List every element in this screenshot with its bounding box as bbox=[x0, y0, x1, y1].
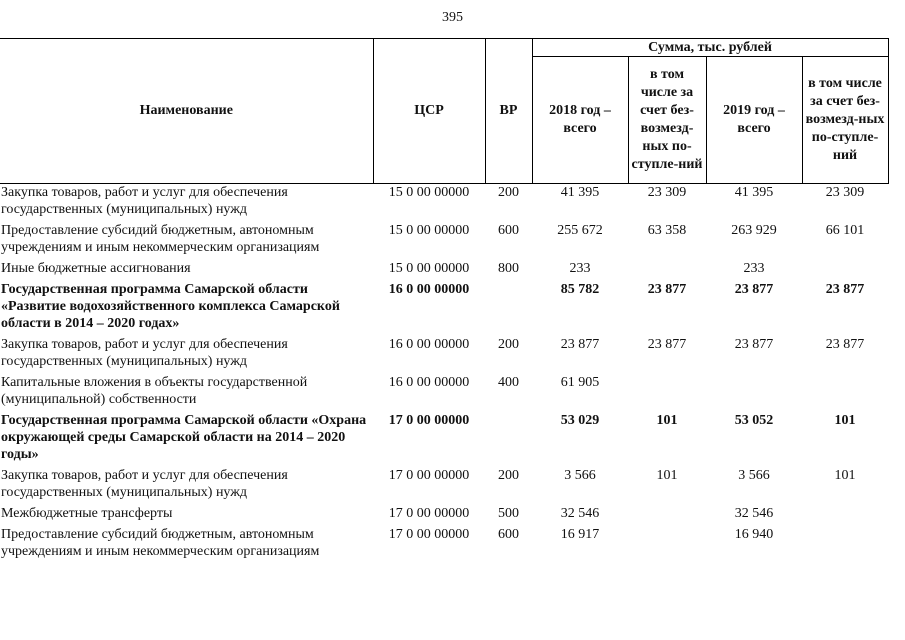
row-name: Закупка товаров, работ и услуг для обеспечения государственных (муниципальных) нужд bbox=[1, 468, 288, 500]
row-csr: 17 0 00 00000 bbox=[388, 506, 470, 521]
row-2018-free: 23 309 bbox=[647, 185, 687, 200]
row-name: Межбюджетные трансферты bbox=[1, 506, 173, 521]
row-vr: 800 bbox=[498, 261, 519, 276]
table-row bbox=[0, 505, 888, 522]
header-2019-total: 2019 год – всего bbox=[706, 57, 802, 184]
row-2018-total: 61 905 bbox=[560, 375, 600, 390]
row-vr: 600 bbox=[498, 527, 519, 542]
row-csr: 17 0 00 00000 bbox=[388, 413, 470, 428]
row-2019-total: 32 546 bbox=[734, 506, 774, 521]
page-number: 395 bbox=[442, 10, 463, 25]
row-2019-total: 16 940 bbox=[734, 527, 774, 542]
row-2018-free: 23 877 bbox=[647, 337, 687, 352]
header-name: Наименование bbox=[0, 39, 373, 184]
row-2019-total: 23 877 bbox=[734, 337, 774, 352]
row-name: Капитальные вложения в объекты государственной (муниципальной) собственности bbox=[1, 375, 308, 407]
table-row bbox=[0, 467, 888, 501]
row-2019-free: 101 bbox=[834, 413, 856, 428]
header-2018-total: 2018 год – всего bbox=[532, 57, 628, 184]
row-2018-free: 63 358 bbox=[647, 223, 687, 238]
row-name: Иные бюджетные ассигнования bbox=[1, 261, 191, 276]
row-csr: 15 0 00 00000 bbox=[388, 185, 470, 200]
row-csr: 16 0 00 00000 bbox=[388, 282, 470, 297]
row-vr: 600 bbox=[498, 223, 519, 238]
row-2019-free bbox=[802, 505, 888, 522]
row-2019-free: 66 101 bbox=[825, 223, 865, 238]
header-2019-free: в том числе за счет без-возмезд-ных по-ступле-ний bbox=[802, 57, 888, 184]
row-2018-free bbox=[628, 374, 706, 408]
table-header bbox=[0, 39, 888, 184]
row-2018-free bbox=[628, 505, 706, 522]
row-2018-free bbox=[628, 260, 706, 277]
row-2018-total: 255 672 bbox=[557, 223, 603, 238]
row-vr bbox=[485, 412, 532, 463]
row-2019-total: 233 bbox=[743, 261, 765, 276]
row-2018-total: 16 917 bbox=[560, 527, 600, 542]
row-2019-total: 3 566 bbox=[738, 468, 770, 483]
row-vr: 400 bbox=[498, 375, 519, 390]
table-body bbox=[0, 184, 888, 561]
row-name: Предоставление субсидий бюджетным, автономным учреждениям и иным некоммерческим организациям bbox=[1, 223, 320, 255]
row-2019-free: 23 877 bbox=[825, 337, 865, 352]
row-2018-free: 23 877 bbox=[647, 282, 687, 297]
table-row bbox=[0, 336, 888, 370]
row-2018-total: 23 877 bbox=[560, 337, 600, 352]
row-2018-free: 101 bbox=[656, 468, 678, 483]
row-2018-free bbox=[628, 526, 706, 560]
row-2019-total: 41 395 bbox=[734, 185, 774, 200]
row-vr: 200 bbox=[498, 185, 519, 200]
row-2018-total: 53 029 bbox=[560, 413, 600, 428]
row-csr: 16 0 00 00000 bbox=[388, 337, 470, 352]
row-vr: 500 bbox=[498, 506, 519, 521]
row-name: Закупка товаров, работ и услуг для обеспечения государственных (муниципальных) нужд bbox=[1, 185, 288, 217]
row-2019-free bbox=[802, 374, 888, 408]
row-2018-total: 32 546 bbox=[560, 506, 600, 521]
row-csr: 15 0 00 00000 bbox=[388, 261, 470, 276]
header-2018-free: в том числе за счет без-возмезд-ных по-ступле-ний bbox=[628, 57, 706, 184]
row-name: Предоставление субсидий бюджетным, автономным учреждениям и иным некоммерческим организациям bbox=[1, 527, 320, 559]
table-row bbox=[0, 374, 888, 408]
table-row bbox=[0, 412, 888, 463]
header-csr: ЦСР bbox=[373, 39, 485, 184]
row-csr: 15 0 00 00000 bbox=[388, 223, 470, 238]
row-2019-free: 101 bbox=[834, 468, 856, 483]
header-vr: ВР bbox=[485, 39, 532, 184]
row-2019-free bbox=[802, 260, 888, 277]
row-2018-total: 85 782 bbox=[560, 282, 600, 297]
row-csr: 17 0 00 00000 bbox=[388, 527, 470, 542]
row-2019-total: 53 052 bbox=[734, 413, 774, 428]
row-2019-total: 263 929 bbox=[731, 223, 777, 238]
table-row bbox=[0, 184, 888, 219]
row-2019-free bbox=[802, 526, 888, 560]
row-2019-free: 23 309 bbox=[825, 185, 865, 200]
row-name: Государственная программа Самарской области «Охрана окружающей среды Самарской области на 2014 – 2020 годы» bbox=[1, 413, 367, 462]
budget-table bbox=[0, 38, 889, 560]
row-2018-total: 233 bbox=[569, 261, 591, 276]
row-2018-total: 3 566 bbox=[564, 468, 596, 483]
row-csr: 17 0 00 00000 bbox=[388, 468, 470, 483]
table-row bbox=[0, 526, 888, 560]
row-name: Закупка товаров, работ и услуг для обеспечения государственных (муниципальных) нужд bbox=[1, 337, 288, 369]
table-row bbox=[0, 222, 888, 256]
table-row bbox=[0, 281, 888, 332]
row-2018-total: 41 395 bbox=[560, 185, 600, 200]
row-vr: 200 bbox=[498, 468, 519, 483]
row-2019-total bbox=[706, 374, 802, 408]
row-2018-free: 101 bbox=[656, 413, 678, 428]
row-vr bbox=[485, 281, 532, 332]
table-row bbox=[0, 260, 888, 277]
row-2019-free: 23 877 bbox=[825, 282, 865, 297]
row-vr: 200 bbox=[498, 337, 519, 352]
row-csr: 16 0 00 00000 bbox=[388, 375, 470, 390]
row-name: Государственная программа Самарской области «Развитие водохозяйственного комплекса Самарской области в 2014 – 2020 годах» bbox=[1, 282, 340, 331]
header-sum-group: Сумма, тыс. рублей bbox=[532, 39, 888, 57]
row-2019-total: 23 877 bbox=[734, 282, 774, 297]
